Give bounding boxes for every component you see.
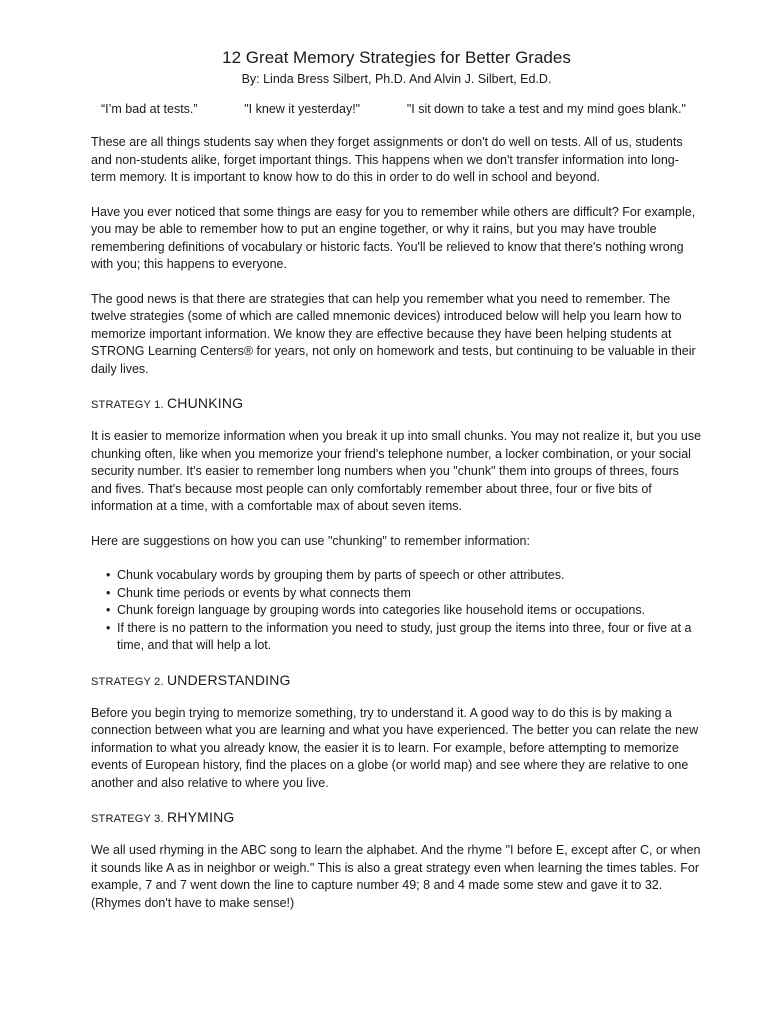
strategy-1-bullet-list [91,567,702,655]
strategy-2-label: STRATEGY 2. [91,675,167,688]
bullet-item: • Chunk vocabulary words by grouping them by parts of speech or other attributes. [106,567,702,585]
bullet-item: • Chunk foreign language by grouping words into categories like household items or occupations. [106,602,702,620]
strategy-3-name: RHYMING [166,809,235,825]
quote-3: "I sit down to take a test and my mind goes blank." [406,102,686,116]
strategy-1-label: STRATEGY 1. [91,399,167,411]
author-byline: By: Linda Bress Silbert, Ph.D. And Alvin J. Silbert, Ed.D. [241,72,552,86]
intro-paragraph-1: These are all things students say when they forget assignments or don't do well on tests. All of us, students and non-students alike, forget important things. This happens when we don't transfer information into long-term memory. It is important to know how to do this in order to do well in school and beyond. [91,135,683,184]
student-quotes [101,102,686,116]
document-title: 12 Great Memory Strategies for Better Grades [222,48,571,67]
strategy-1-heading [91,395,702,411]
strategy-3-heading [91,809,702,825]
bullet-item: • If there is no pattern to the information you need to study, just group the items into three, four or five at a time, and that will help a lot. [106,620,702,655]
strategy-1-paragraph-1: It is easier to memorize information when you break it up into small chunks. You may not realize it, but you use chunking often, like when you memorize your friend's telephone number, a locker combination, or your social security number. It's easier to remember long numbers when you "chunk" them into groups of threes, fours and fives. That's because most people can only comfortably remember about three, four or five bits of information at a time, with a comfortable max of about seven items. [91,429,702,513]
intro-paragraph-2: Have you ever noticed that some things are easy for you to remember while others are difficult? For example, you may be able to remember how to put an engine together, or why it rains, but you may have trouble remembering definitions of vocabulary or historic facts. You'll be relieved to know that there's nothing wrong with you; this happens to everyone. [91,204,696,271]
bullet-item: • Chunk time periods or events by what connects them [106,585,702,603]
quote-1: “I’m bad at tests.” [101,102,198,116]
strategy-2-paragraph-1: Before you begin trying to memorize something, try to understand it. A good way to do this is by making a connection between what you are learning and what you have experienced. The better you can relate the new information to what you already know, the easier it is to learn. For example, before attempting to memorize events of European history, find the places on a globe (or world map) and see where they are relative to one another and also relative to where you live. [91,705,699,790]
quote-2: "I knew it yesterday!" [244,102,361,116]
strategy-2-name: UNDERSTANDING [166,671,291,688]
strategy-1-name: CHUNKING [166,395,244,411]
strategy-1-paragraph-2: Here are suggestions on how you can use "chunking" to remember information: [91,533,530,548]
strategy-2-heading [91,672,702,688]
strategy-3-label: STRATEGY 3. [91,813,167,825]
strategy-3-paragraph-1: We all used rhyming in the ABC song to learn the alphabet. And the rhyme "I before E, except after C, or when it sounds like A as in neighbor or weigh." This is also a great strategy even when learning the times tables. For example, 7 and 7 went down the line to capture number 49; 8 and 4 made some stew and gave it to 32. (Rhymes don't have to make sense!) [91,843,701,910]
intro-paragraph-3: The good news is that there are strategies that can help you remember what you need to remember. The twelve strategies (some of which are called mnemonic devices) introduced below will help you learn how to memorize important information. We know they are effective because they have been helping students at STRONG Learning Centers® for years, not only on homework and tests, but continuing to be valuable in their daily lives. [91,291,696,376]
